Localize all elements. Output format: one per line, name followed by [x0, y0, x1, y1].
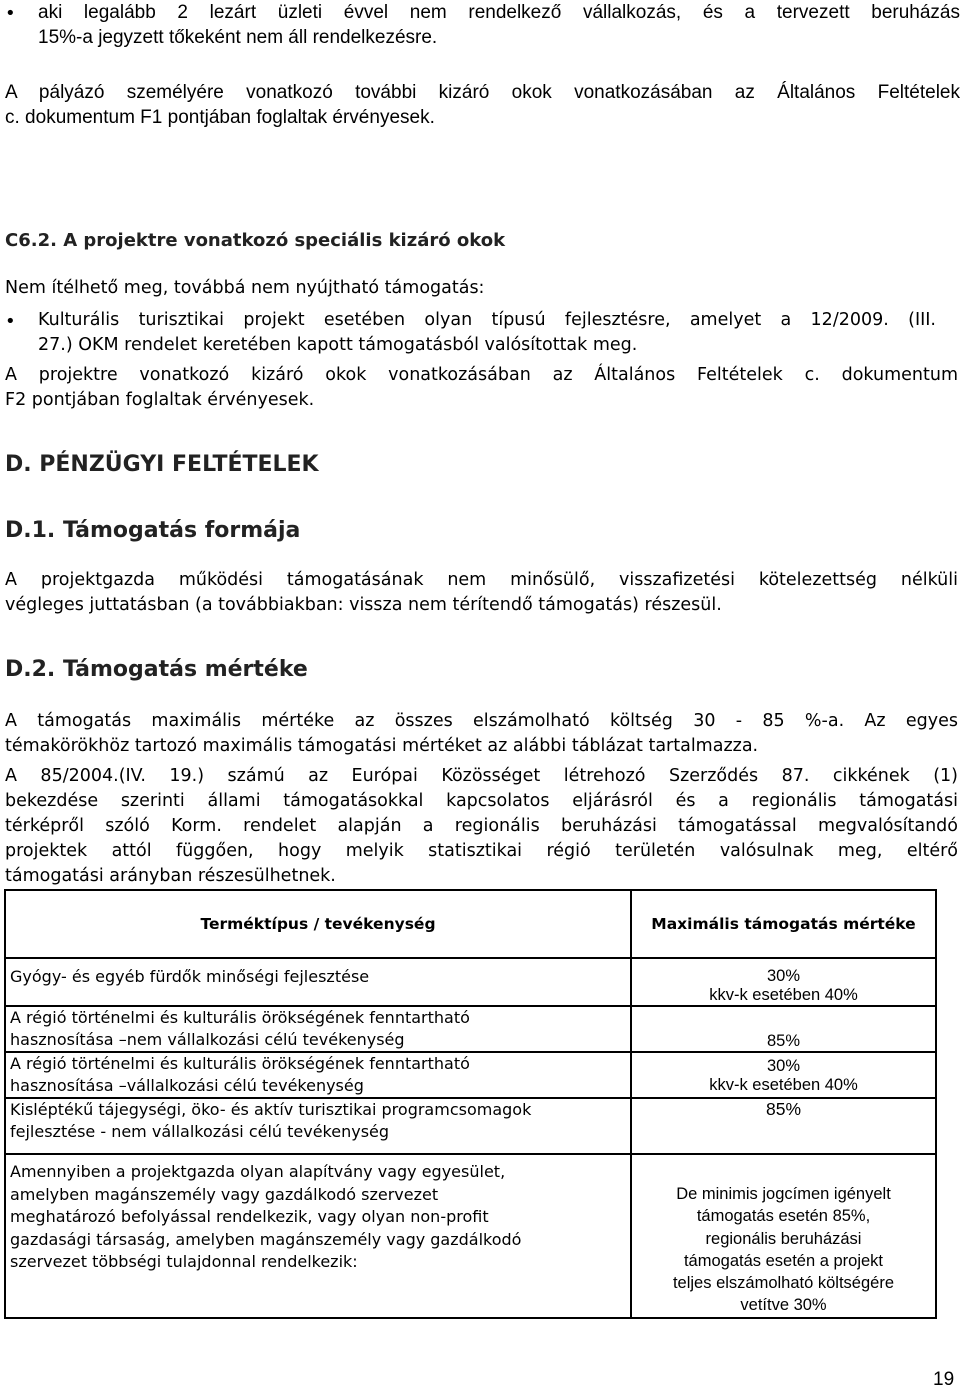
cell-text: regionális beruházási — [705, 1229, 862, 1248]
cell-text: 85% — [766, 1032, 801, 1050]
cell-text: 30% — [766, 1057, 801, 1075]
support-rate-table — [4, 889, 937, 1319]
table-cell-type — [5, 1052, 631, 1098]
table-header-row — [5, 890, 936, 958]
cell-text: 85% — [765, 1099, 802, 1119]
cell-text: De minimis jogcímen igényelt — [676, 1185, 891, 1203]
subsection-heading-d1: D.1. Támogatás formája — [5, 518, 301, 543]
table-row — [5, 1154, 936, 1318]
paragraph-line: F2 pontjában foglaltak érvényesek. — [5, 390, 315, 410]
paragraph-line: témakörökhöz tartozó maximális támogatási mértéket az alábbi táblázat tartalmazza. — [5, 736, 759, 756]
section-heading-c62: C6.2. A projektre vonatkozó speciális kizáró okok — [5, 230, 506, 251]
cell-text: amelyben magánszemély vagy gazdálkodó szervezet — [10, 1184, 439, 1204]
cell-text: hasznosítása –nem vállalkozási célú tevékenység — [10, 1030, 405, 1049]
paragraph-line: A projektgazda működési támogatásának nem minősülő, visszafizetési kötelezettség nélküli — [5, 570, 958, 590]
table-header-cell: Maximális támogatás mértéke — [631, 890, 936, 958]
cell-text: támogatás esetén 85%, — [696, 1207, 871, 1226]
cell-text: fejlesztése - nem vállalkozási célú tevékenység — [10, 1122, 390, 1141]
cell-text: szervezet többségi tulajdonnal rendelkezik: — [10, 1252, 358, 1271]
table-header-cell: Terméktípus / tevékenység — [5, 890, 631, 958]
lead-text: Nem ítélhető meg, továbbá nem nyújtható támogatás: — [5, 278, 485, 298]
cell-text: kkv-k esetében 40% — [709, 986, 858, 1004]
cell-text: Gyógy- és egyéb fürdők minőségi fejlesztése — [10, 967, 370, 986]
paragraph-line: A pályázó személyére vonatkozó további kizáró okok vonatkozásában az Általános Feltételek — [5, 82, 960, 103]
bullet-text-line: Kulturális turisztikai projekt esetében olyan típusú fejlesztésre, amelyet a 12/2009. (III. — [38, 310, 936, 330]
section-heading-d: D. PÉNZÜGYI FELTÉTELEK — [5, 452, 319, 477]
table-row — [5, 1052, 936, 1098]
paragraph-line: A 85/2004.(IV. 19.) számú az Európai Közösséget létrehozó Szerződés 87. cikkének (1) — [5, 766, 958, 786]
paragraph-line: A támogatás maximális mértéke az összes elszámolható költség 30 - 85 %-a. Az egyes — [5, 711, 958, 731]
table-cell-type — [5, 1154, 631, 1318]
cell-text: 30% — [766, 967, 801, 985]
paragraph-line: projektek attól függően, hogy melyik statisztikai régió területén valósulnak meg, eltérő — [5, 841, 958, 861]
cell-text: támogatás esetén a projekt — [683, 1251, 884, 1270]
table-row — [5, 1006, 936, 1052]
cell-text: A régió történelmi és kulturális örökségének fenntartható — [10, 1054, 470, 1073]
cell-text: teljes elszámolható költségére — [672, 1274, 895, 1293]
paragraph-line: bekezdése szerinti állami támogatásokkal kapcsolatos eljárásról és a regionális támogatási — [5, 791, 958, 811]
cell-text: Amennyiben a projektgazda olyan alapítvány vagy egyesület, — [10, 1162, 506, 1181]
cell-text: hasznosítása –vállalkozási célú tevékenység — [10, 1076, 364, 1095]
bullet-text-line: 27.) OKM rendelet keretében kapott támogatásból valósítottak meg. — [38, 335, 638, 355]
table-cell-type — [5, 958, 631, 1006]
table-cell-rate — [631, 1098, 936, 1154]
subsection-heading-d2: D.2. Támogatás mértéke — [5, 657, 308, 682]
paragraph-line: végleges juttatásban (a továbbiakban: vissza nem térítendő támogatás) részesül. — [5, 595, 722, 615]
page-number: 19 — [933, 1369, 955, 1390]
table-cell-type — [5, 1098, 631, 1154]
bullet-text-line: 15%-a jegyzett tőkeként nem áll rendelkezésre. — [38, 27, 438, 48]
table-row — [5, 958, 936, 1006]
paragraph-line: A projektre vonatkozó kizáró okok vonatkozásában az Általános Feltételek c. dokumentum — [5, 365, 958, 385]
paragraph-line: térképről szóló Korm. rendelet alapján a regionális beruházási támogatással megvalósítandó — [5, 816, 958, 836]
cell-text: vetítve 30% — [740, 1296, 827, 1315]
table-cell-rate — [631, 1052, 936, 1098]
bullet-dot: • — [5, 311, 16, 332]
bullet-dot: • — [5, 3, 16, 24]
table-cell-type — [5, 1006, 631, 1052]
cell-text: meghatározó befolyással rendelkezik, vagy olyan non-profit — [10, 1207, 489, 1226]
bullet-text-line: aki legalább 2 lezárt üzleti évvel nem rendelkező vállalkozás, és a tervezett beruházás — [38, 2, 960, 23]
table-row — [5, 1098, 936, 1154]
cell-text: kkv-k esetében 40% — [709, 1076, 858, 1094]
table-cell-rate — [631, 1006, 936, 1052]
cell-text: gazdasági társaság, amelyben magánszemély vagy gazdálkodó — [10, 1229, 522, 1249]
paragraph-line: c. dokumentum F1 pontjában foglaltak érvényesek. — [5, 107, 435, 128]
paragraph-line: támogatási arányban részesülhetnek. — [5, 866, 336, 886]
table-cell-rate — [631, 1154, 936, 1318]
table-cell-rate — [631, 958, 936, 1006]
cell-text: A régió történelmi és kulturális örökségének fenntartható — [10, 1008, 470, 1027]
cell-text: Kisléptékű tájegységi, öko- és aktív turisztikai programcsomagok — [10, 1100, 532, 1119]
